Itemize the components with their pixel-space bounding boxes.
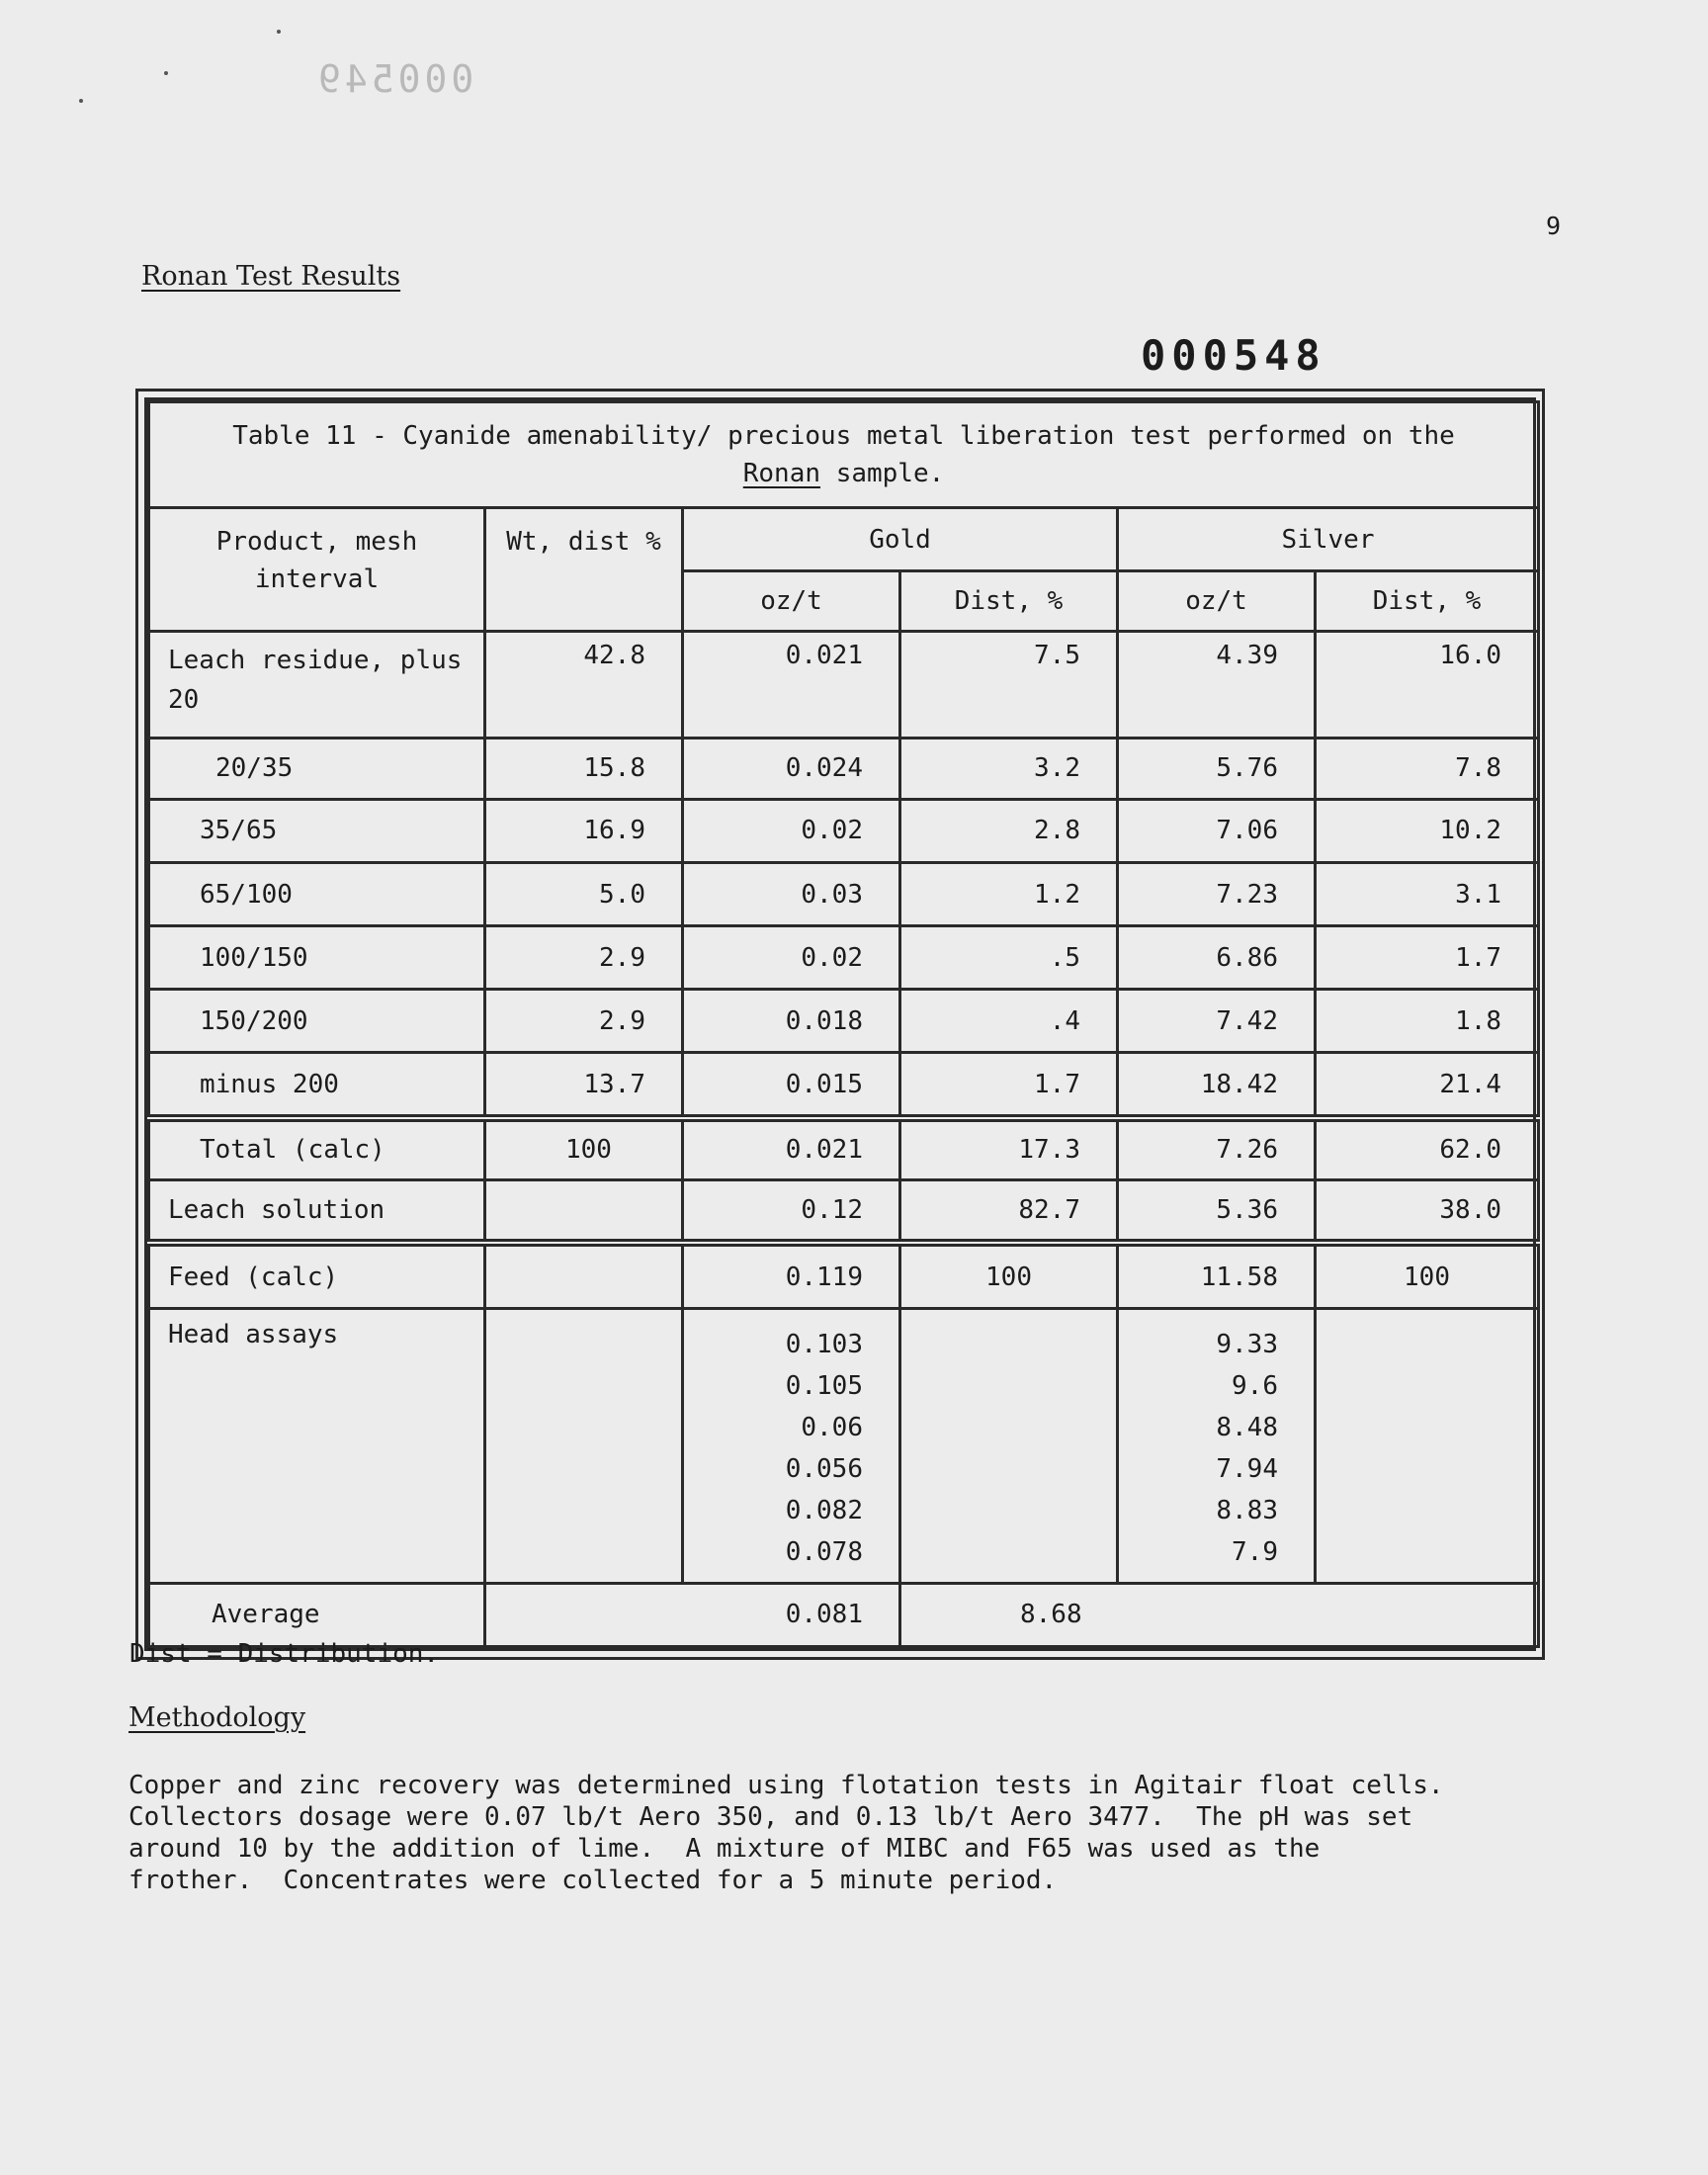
header-gold-oz: oz/t	[683, 571, 900, 631]
row-silver-dist: 21.4	[1316, 1053, 1539, 1118]
total-product: Total (calc)	[149, 1118, 485, 1179]
silver-assay-value: 7.94	[1216, 1454, 1278, 1485]
feed-silver-oz: 11.58	[1118, 1243, 1316, 1308]
feed-row	[149, 1243, 1539, 1308]
total-silver-dist: 62.0	[1316, 1118, 1539, 1179]
leach-solution-row	[149, 1179, 1539, 1243]
average-gold-oz: 0.081	[485, 1583, 900, 1646]
row-gold-oz: 0.021	[683, 631, 900, 738]
gold-assay-value: 0.078	[785, 1537, 863, 1568]
head-assays-silver-values	[1118, 1309, 1316, 1584]
caption-text-end: sample.	[835, 459, 945, 489]
header-silver-oz: oz/t	[1118, 571, 1316, 631]
row-silver-oz: 4.39	[1118, 631, 1316, 738]
scan-speck	[164, 71, 168, 75]
row-wt: 2.9	[485, 990, 683, 1053]
caption-sample-name: Ronan	[742, 459, 821, 489]
header-gold-dist: Dist, %	[900, 571, 1118, 631]
row-wt: 42.8	[485, 631, 683, 738]
gold-assay-value: 0.103	[785, 1330, 863, 1360]
leach-solution-product: Leach solution	[149, 1179, 485, 1243]
row-gold-dist: 7.5	[900, 631, 1118, 738]
row-product: 100/150	[149, 926, 485, 990]
silver-assay-value: 8.83	[1216, 1496, 1278, 1526]
row-gold-dist: 3.2	[900, 738, 1118, 799]
row-product: Leach residue, plus 20	[149, 631, 485, 738]
row-gold-oz: 0.018	[683, 990, 900, 1053]
header-product: Product, mesh interval	[149, 508, 485, 631]
leach-solution-silver-dist: 38.0	[1316, 1179, 1539, 1243]
methodology-heading: Methodology	[128, 1702, 306, 1733]
feed-gold-dist: 100	[900, 1243, 1118, 1308]
table-row	[149, 799, 1539, 862]
header-wt: Wt, dist %	[485, 508, 683, 631]
row-silver-oz: 7.23	[1118, 863, 1316, 926]
head-assays-gold-dist	[900, 1309, 1118, 1584]
feed-product: Feed (calc)	[149, 1243, 485, 1308]
gold-assay-value: 0.082	[785, 1496, 863, 1526]
row-gold-dist: 1.7	[900, 1053, 1118, 1118]
head-assays-row	[149, 1309, 1539, 1584]
table-row	[149, 1053, 1539, 1118]
row-wt: 16.9	[485, 799, 683, 862]
section-title: Ronan Test Results	[141, 261, 401, 292]
feed-silver-dist: 100	[1316, 1243, 1539, 1308]
table-row	[149, 990, 1539, 1053]
total-gold-dist: 17.3	[900, 1118, 1118, 1179]
table-row	[149, 863, 1539, 926]
row-gold-dist: 2.8	[900, 799, 1118, 862]
total-wt: 100	[485, 1118, 683, 1179]
average-silver-oz: 8.68	[900, 1583, 1539, 1646]
document-stamp-number: 000548	[1141, 331, 1326, 380]
row-silver-dist: 7.8	[1316, 738, 1539, 799]
row-gold-oz: 0.02	[683, 799, 900, 862]
table-outer-frame	[135, 389, 1545, 1660]
head-assays-gold-values	[683, 1309, 900, 1584]
row-wt: 5.0	[485, 863, 683, 926]
table-caption	[149, 402, 1539, 508]
table-row	[149, 738, 1539, 799]
table-row	[149, 631, 1539, 738]
row-silver-oz: 7.06	[1118, 799, 1316, 862]
caption-row	[149, 402, 1539, 508]
mirrored-stamp-number: 000549	[314, 57, 474, 101]
row-silver-oz: 18.42	[1118, 1053, 1316, 1118]
row-silver-oz: 6.86	[1118, 926, 1316, 990]
row-silver-dist: 10.2	[1316, 799, 1539, 862]
header-silver-dist: Dist, %	[1316, 571, 1539, 631]
silver-assay-value: 9.33	[1216, 1330, 1278, 1360]
leach-solution-gold-dist: 82.7	[900, 1179, 1118, 1243]
row-gold-dist: .5	[900, 926, 1118, 990]
row-gold-oz: 0.024	[683, 738, 900, 799]
header-silver: Silver	[1118, 508, 1539, 571]
gold-assay-value: 0.056	[785, 1454, 863, 1485]
feed-gold-oz: 0.119	[683, 1243, 900, 1308]
row-product: 20/35	[149, 738, 485, 799]
row-wt: 2.9	[485, 926, 683, 990]
silver-assay-value: 7.9	[1232, 1537, 1278, 1568]
page-number: 9	[1546, 212, 1562, 240]
row-silver-oz: 5.76	[1118, 738, 1316, 799]
total-silver-oz: 7.26	[1118, 1118, 1316, 1179]
header-gold: Gold	[683, 508, 1118, 571]
table-inner-frame	[144, 397, 1536, 1651]
head-assays-wt	[485, 1309, 683, 1584]
scan-speck	[277, 30, 281, 34]
silver-assay-value: 9.6	[1232, 1371, 1278, 1402]
average-row	[149, 1583, 1539, 1646]
head-assays-silver-dist	[1316, 1309, 1539, 1584]
row-gold-dist: .4	[900, 990, 1118, 1053]
row-product: minus 200	[149, 1053, 485, 1118]
footnote: Dist = Distribution.	[129, 1639, 440, 1669]
row-silver-dist: 16.0	[1316, 631, 1539, 738]
row-silver-dist: 3.1	[1316, 863, 1539, 926]
row-silver-oz: 7.42	[1118, 990, 1316, 1053]
caption-text: Table 11 - Cyanide amenability/ precious metal liberation test performed on the	[232, 421, 1455, 452]
leach-solution-gold-oz: 0.12	[683, 1179, 900, 1243]
average-product: Average	[149, 1583, 485, 1646]
row-wt: 15.8	[485, 738, 683, 799]
leach-solution-silver-oz: 5.36	[1118, 1179, 1316, 1243]
row-wt: 13.7	[485, 1053, 683, 1118]
header-row-1	[149, 508, 1539, 571]
row-gold-dist: 1.2	[900, 863, 1118, 926]
row-silver-dist: 1.7	[1316, 926, 1539, 990]
results-table	[147, 400, 1540, 1648]
row-product: 35/65	[149, 799, 485, 862]
table-row	[149, 926, 1539, 990]
total-row	[149, 1118, 1539, 1179]
methodology-paragraph: Copper and zinc recovery was determined using flotation tests in Agitair float cells. Collectors dosage were 0.07 lb/t Aero 350, and 0.13 lb/t Aero 3477. The pH was set around 10 by the addition of lime. A mixture of MIBC and F65 was used as the frother. Concentrates were collected for a 5 minute period.	[128, 1771, 1444, 1895]
row-product: 65/100	[149, 863, 485, 926]
row-gold-oz: 0.02	[683, 926, 900, 990]
row-product: 150/200	[149, 990, 485, 1053]
row-gold-oz: 0.03	[683, 863, 900, 926]
gold-assay-value: 0.06	[801, 1413, 863, 1443]
gold-assay-value: 0.105	[785, 1371, 863, 1402]
row-silver-dist: 1.8	[1316, 990, 1539, 1053]
leach-solution-wt	[485, 1179, 683, 1243]
silver-assay-value: 8.48	[1216, 1413, 1278, 1443]
head-assays-product: Head assays	[149, 1309, 485, 1584]
feed-wt	[485, 1243, 683, 1308]
row-gold-oz: 0.015	[683, 1053, 900, 1118]
total-gold-oz: 0.021	[683, 1118, 900, 1179]
scan-speck	[79, 99, 83, 103]
